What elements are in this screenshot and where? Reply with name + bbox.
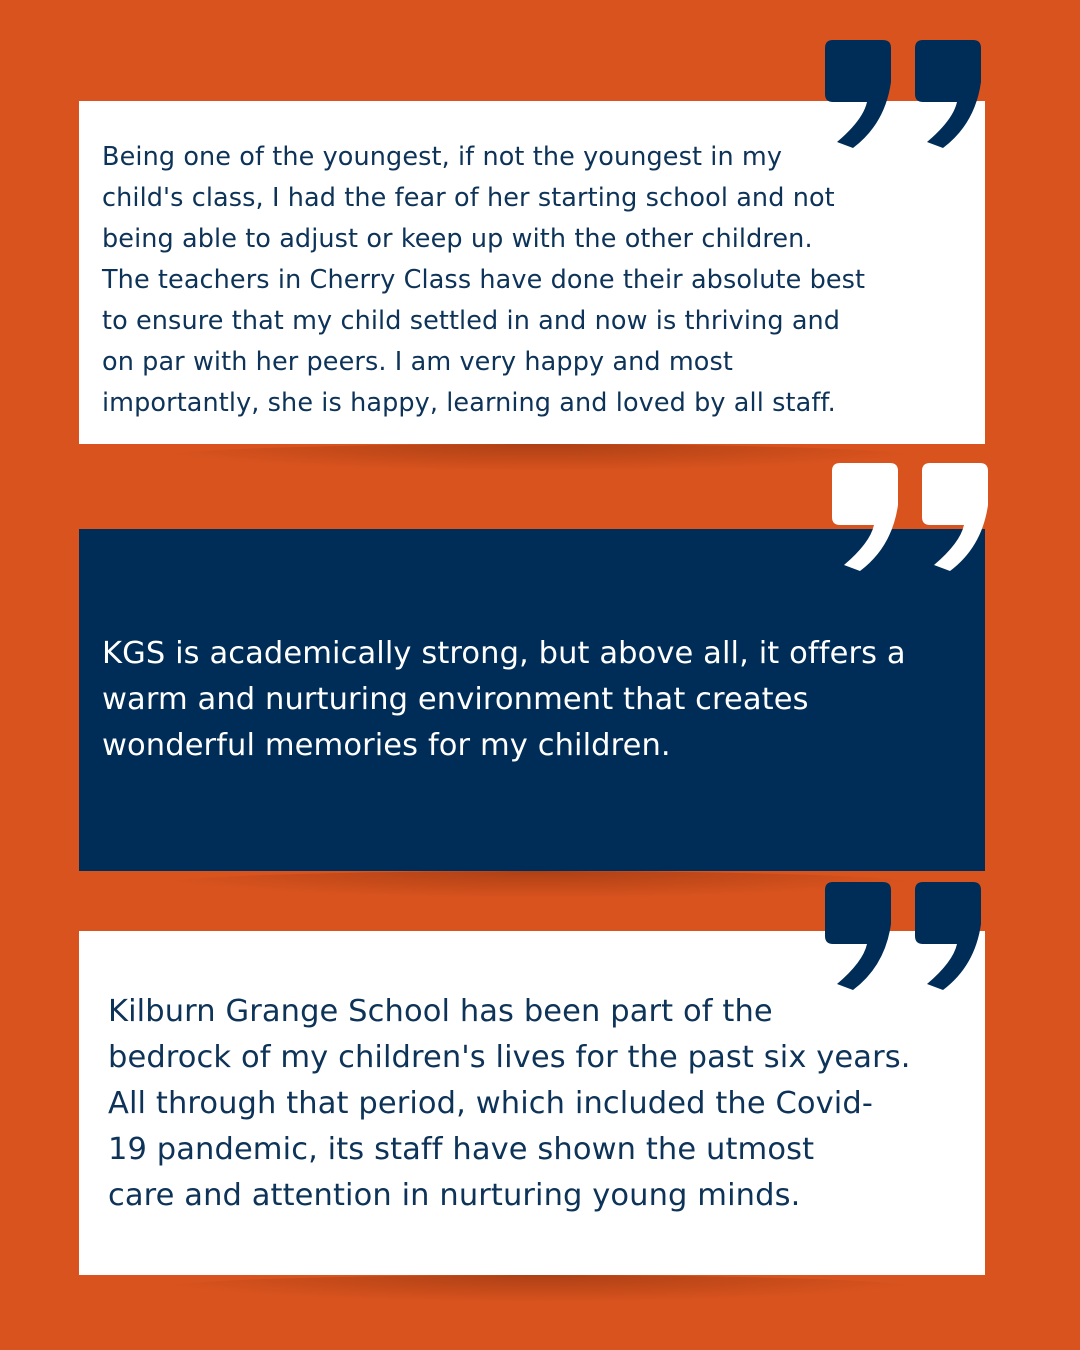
card-shadow	[160, 1275, 920, 1301]
card-shadow	[160, 871, 920, 897]
closing-quote-icon	[830, 461, 992, 573]
testimonial-text-2: KGS is academically strong, but above all, it offers a warm and nurturing environment that creates wonderful memories for my children.	[102, 636, 906, 763]
testimonial-card-2	[79, 529, 985, 871]
card-shadow	[160, 444, 920, 470]
testimonial-text-1: Being one of the youngest, if not the youngest in my child's class, I had the fear of her starting school and not being able to adjust or keep up with the other children. The teachers in Cherry Class have done their absolute best to ensure that my child settled in and now is thriving and on par with her peers. I am very happy and most importantly, she is happy, learning and loved by all staff.	[102, 142, 866, 418]
closing-quote-icon	[823, 38, 985, 150]
testimonial-card-1	[79, 101, 985, 444]
closing-quote-icon	[823, 880, 985, 992]
testimonial-text-3: Kilburn Grange School has been part of the bedrock of my children's lives for the past six years. All through that period, which included the Covid- 19 pandemic, its staff have shown the utmost care and attention in nurturing young minds.	[108, 994, 911, 1213]
